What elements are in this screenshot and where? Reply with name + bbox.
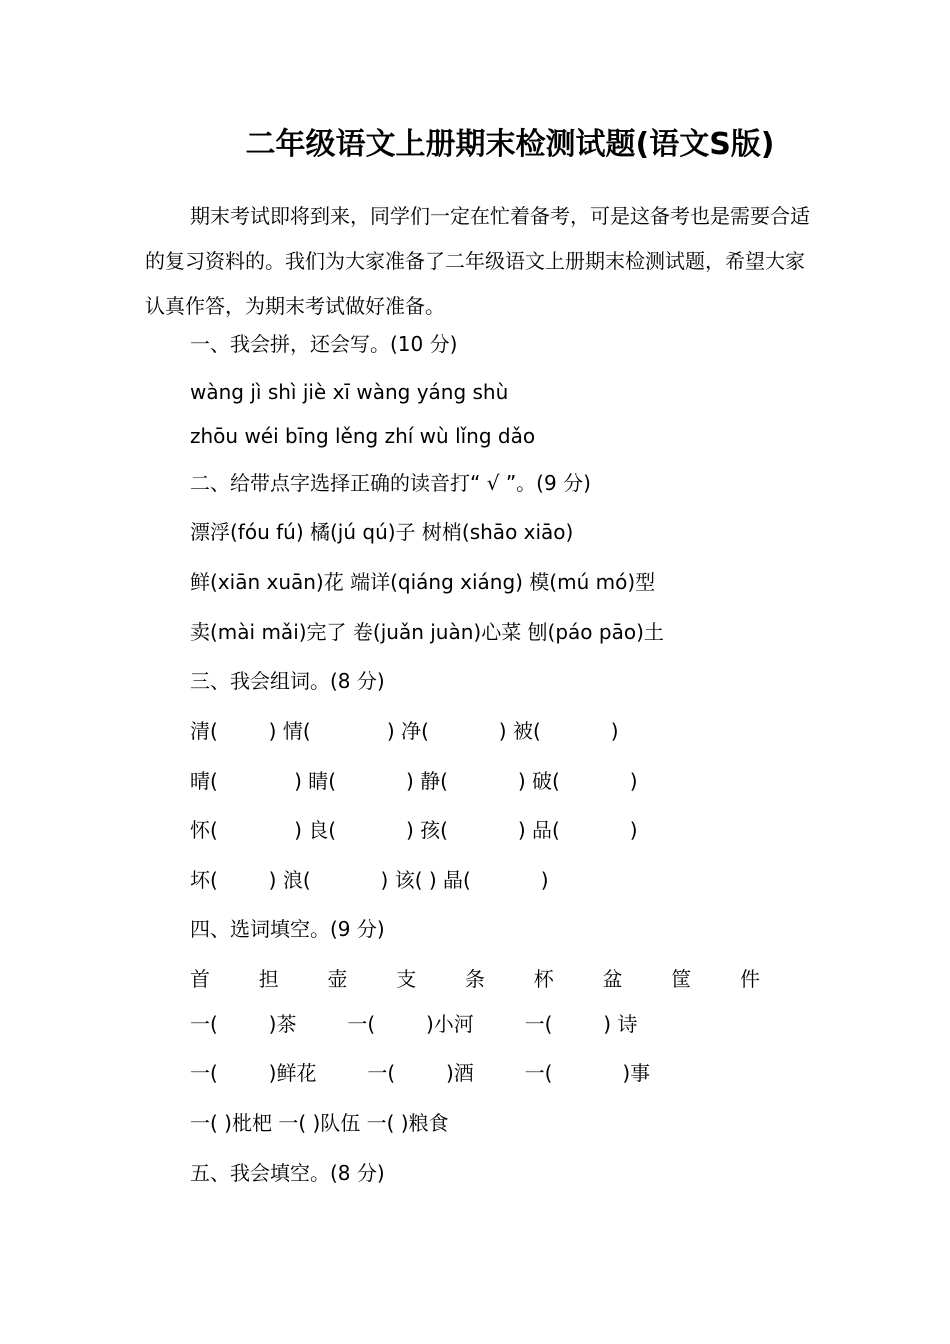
page-title: 二年级语文上册期末检测试题(语文S版) <box>245 127 775 162</box>
section-3-heading: 三、我会组词。(8 分) <box>190 669 385 693</box>
pinyin-line-2: zhōu wéi bīng lěng zhí wù lǐng dǎo <box>190 424 536 448</box>
measure-word: 筐 <box>671 967 692 991</box>
pronunciation-line-2: 鲜(xiān xuān)花 端详(qiáng xiáng) 模(mú mó)型 <box>190 570 656 594</box>
word-group-line-3: 怀( ) 良( ) 孩( ) 品( ) <box>190 818 638 842</box>
pinyin-line-1: wàng jì shì jiè xī wàng yáng shù <box>190 380 509 404</box>
fill-blank-line-3: 一( )枇杷 一( )队伍 一( )粮食 <box>190 1111 449 1135</box>
measure-word: 件 <box>740 967 760 991</box>
measure-word: 首 <box>190 967 210 991</box>
word-group-line-1: 清( ) 情( ) 净( ) 被( ) <box>190 719 619 743</box>
section-5-heading: 五、我会填空。(8 分) <box>190 1161 385 1185</box>
measure-word: 担 <box>258 967 279 991</box>
section-4-heading: 四、选词填空。(9 分) <box>190 917 385 941</box>
section-1-heading: 一、我会拼，还会写。(10 分) <box>190 332 458 356</box>
pronunciation-line-1: 漂浮(fóu fú) 橘(jú qú)子 树梢(shāo xiāo) <box>190 520 574 544</box>
word-group-line-2: 晴( ) 睛( ) 静( ) 破( ) <box>190 769 638 793</box>
measure-word: 盆 <box>602 967 623 991</box>
pronunciation-line-3: 卖(mài mǎi)完了 卷(juǎn juàn)心菜 刨(páo pāo)土 <box>190 620 664 644</box>
section-2-heading: 二、给带点字选择正确的读音打“ √ ”。(9 分) <box>190 471 591 495</box>
measure-word-bank <box>190 965 760 993</box>
fill-blank-line-1: 一( )茶 一( )小河 一( ) 诗 <box>190 1012 638 1036</box>
measure-word: 支 <box>396 967 417 991</box>
word-group-line-4: 坏( ) 浪( ) 该( ) 晶( ) <box>190 868 549 892</box>
intro-paragraph: 期末考试即将到来，同学们一定在忙着备考，可是这备考也是需要合适的复习资料的。我们为大家准备了二年级语文上册期末检测试题，希望大家认真作答，为期末考试做好准备。 <box>145 204 810 318</box>
measure-word: 条 <box>465 967 485 991</box>
fill-blank-line-2: 一( )鲜花 一( )酒 一( )事 <box>190 1061 651 1085</box>
measure-word: 壶 <box>327 967 348 991</box>
measure-word: 杯 <box>533 967 554 991</box>
